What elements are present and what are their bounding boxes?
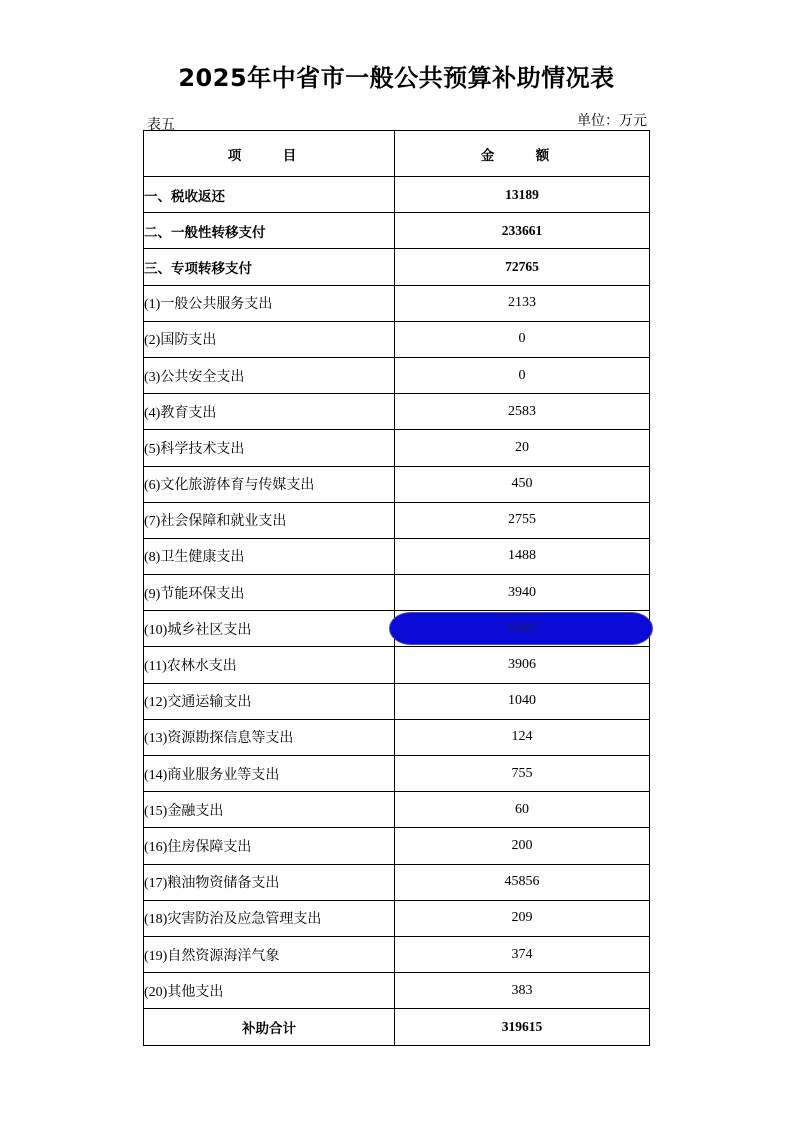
table-row [144,973,650,1009]
row-amount: 200 [395,828,650,864]
unit-label: 单位：万元 [577,114,647,129]
row-amount: 209 [395,900,650,936]
row-item-name: (20)其他支出 [144,973,395,1009]
row-item-name: (12)交通运输支出 [144,683,395,719]
column-header-amount: 金 额 [395,131,650,177]
table-row [144,936,650,972]
row-amount: 1040 [395,683,650,719]
table-row [144,647,650,683]
row-item-name: (5)科学技术支出 [144,430,395,466]
row-item-name: 一、税收返还 [144,177,395,213]
row-amount: 233661 [395,213,650,249]
row-amount: 383 [395,973,650,1009]
table-row [144,430,650,466]
row-item-name: (13)资源勘探信息等支出 [144,719,395,755]
page-title: 2025年中省市一般公共预算补助情况表 [178,64,615,92]
table-label: 表五 [147,118,175,133]
row-item-name: (10)城乡社区支出 [144,611,395,647]
row-amount: 45856 [395,864,650,900]
table-row [144,575,650,611]
row-item-name: (15)金融支出 [144,792,395,828]
row-amount: 124 [395,719,650,755]
row-amount: 1488 [395,538,650,574]
row-amount: 13189 [395,177,650,213]
row-item-name: (7)社会保障和就业支出 [144,502,395,538]
row-item-name: (14)商业服务业等支出 [144,756,395,792]
table-row [144,683,650,719]
table-row [144,828,650,864]
total-row [144,1009,650,1045]
table-body [144,177,650,1009]
total-label: 补助合计 [144,1009,395,1045]
row-amount: 0 [395,357,650,393]
row-amount: 20 [395,430,650,466]
table-row [144,502,650,538]
table-row [144,900,650,936]
row-amount: 3940 [395,575,650,611]
row-item-name: (1)一般公共服务支出 [144,285,395,321]
row-item-name: (3)公共安全支出 [144,357,395,393]
row-amount: 60 [395,792,650,828]
table-row [144,538,650,574]
table-row [144,357,650,393]
table-row [144,394,650,430]
table-row [144,756,650,792]
row-item-name: (9)节能环保支出 [144,575,395,611]
row-item-name: (17)粮油物资储备支出 [144,864,395,900]
row-item-name: (4)教育支出 [144,394,395,430]
row-amount: 0 [395,321,650,357]
row-item-name: (6)文化旅游体育与传媒支出 [144,466,395,502]
total-amount: 319615 [395,1009,650,1045]
row-item-name: 三、专项转移支付 [144,249,395,285]
row-item-name: (19)自然资源海洋气象 [144,936,395,972]
table-row [144,213,650,249]
table-row [144,792,650,828]
row-amount: 2583 [395,394,650,430]
table-row [144,321,650,357]
row-amount: 374 [395,936,650,972]
row-item-name: (2)国防支出 [144,321,395,357]
table-row [144,611,650,647]
budget-table [143,130,650,1046]
table-row [144,177,650,213]
header-row [144,131,650,177]
row-amount: 2755 [395,502,650,538]
row-item-name: (16)住房保障支出 [144,828,395,864]
row-item-name: (11)农林水支出 [144,647,395,683]
row-amount: 3906 [395,647,650,683]
row-amount: 2133 [395,285,650,321]
row-item-name: 二、一般性转移支付 [144,213,395,249]
row-amount: 450 [395,466,650,502]
row-amount: 755 [395,756,650,792]
table-row [144,466,650,502]
row-item-name: (8)卫生健康支出 [144,538,395,574]
table-row [144,249,650,285]
table-row [144,285,650,321]
table-row [144,864,650,900]
row-amount-cell [395,611,650,647]
row-amount: 72765 [395,249,650,285]
highlighted-amount: 6489 [389,612,653,645]
row-item-name: (18)灾害防治及应急管理支出 [144,900,395,936]
table-row [144,719,650,755]
column-header-item: 项 目 [144,131,395,177]
